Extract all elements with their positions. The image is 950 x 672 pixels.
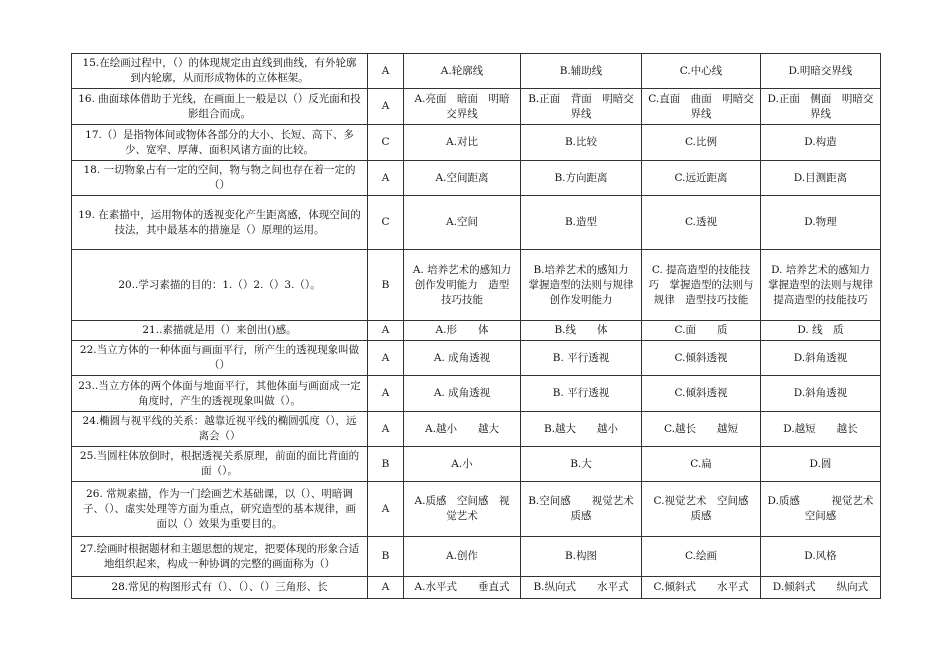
question-text: 20..学习素描的目的：1.（）2.（）3.（）。 bbox=[72, 250, 368, 321]
question-text: 17.（）是指物体间或物体各部分的大小、长短、高下、多少、宽窄、厚薄、面积风诸方面的比较。 bbox=[72, 125, 368, 161]
table-row bbox=[72, 89, 881, 125]
option-a: A. 成角透视 bbox=[404, 341, 521, 376]
answer-key: A bbox=[368, 376, 404, 412]
answer-key: B bbox=[368, 537, 404, 577]
option-c: C.越长 越短 bbox=[642, 412, 761, 447]
table-row bbox=[72, 196, 881, 250]
exam-sheet bbox=[71, 53, 895, 599]
option-a: A.轮廓线 bbox=[404, 54, 521, 89]
option-b: B. 平行透视 bbox=[521, 341, 642, 376]
option-c: C. 提高造型的技能技巧 掌握造型的法则与规律 造型技巧技能 bbox=[642, 250, 761, 321]
option-b: B.线 体 bbox=[521, 321, 642, 341]
table-row bbox=[72, 577, 881, 599]
option-a: A.空间距离 bbox=[404, 161, 521, 196]
answer-key: A bbox=[368, 482, 404, 537]
option-a: A. 成角透视 bbox=[404, 376, 521, 412]
table-row bbox=[72, 447, 881, 482]
option-d: D.风格 bbox=[761, 537, 881, 577]
option-c: C.透视 bbox=[642, 196, 761, 250]
option-a: A.小 bbox=[404, 447, 521, 482]
option-b: B. 平行透视 bbox=[521, 376, 642, 412]
option-c: C.倾斜透视 bbox=[642, 341, 761, 376]
question-text: 23..当立方体的两个体面与地面平行，其他体面与画面成一定角度时，产生的透视现象叫做（）。 bbox=[72, 376, 368, 412]
option-d: D.正面 侧面 明暗交界线 bbox=[761, 89, 881, 125]
option-d: D. 线 质 bbox=[761, 321, 881, 341]
option-d: D.明暗交界线 bbox=[761, 54, 881, 89]
option-b: B.纵向式 水平式 bbox=[521, 577, 642, 599]
option-a: A.亮面 暗面 明暗交界线 bbox=[404, 89, 521, 125]
option-a: A.创作 bbox=[404, 537, 521, 577]
option-a: A. 培养艺术的感知力 创作发明能力 造型技巧技能 bbox=[404, 250, 521, 321]
question-table-body bbox=[72, 54, 895, 599]
answer-key: B bbox=[368, 447, 404, 482]
table-row bbox=[72, 482, 881, 537]
option-b: B.培养艺术的感知力 掌握造型的法则与规律 创作发明能力 bbox=[521, 250, 642, 321]
option-d: D.斜角透视 bbox=[761, 376, 881, 412]
table-row bbox=[72, 54, 881, 89]
option-c: C.视觉艺术 空间感 质感 bbox=[642, 482, 761, 537]
option-b: B.方向距离 bbox=[521, 161, 642, 196]
question-text: 15.在绘画过程中，（）的体现规定由直线到曲线，有外轮廓到内轮廓，从而形成物体的立体框架。 bbox=[72, 54, 368, 89]
option-a: A.形 体 bbox=[404, 321, 521, 341]
question-text: 25.当圆柱体放倒时，根据透视关系原理，前面的面比背面的面（）。 bbox=[72, 447, 368, 482]
answer-key: A bbox=[368, 412, 404, 447]
table-row bbox=[72, 125, 881, 161]
option-d: D.构造 bbox=[761, 125, 881, 161]
option-b: B.正面 背面 明暗交界线 bbox=[521, 89, 642, 125]
table-row bbox=[72, 341, 881, 376]
option-b: B.大 bbox=[521, 447, 642, 482]
option-c: C.绘画 bbox=[642, 537, 761, 577]
question-table bbox=[71, 53, 895, 599]
table-row bbox=[72, 376, 881, 412]
option-a: A.越小 越大 bbox=[404, 412, 521, 447]
option-a: A.对比 bbox=[404, 125, 521, 161]
option-c: C.直面 曲面 明暗交界线 bbox=[642, 89, 761, 125]
question-text: 18. 一切物象占有一定的空间，物与物之间也存在着一定的（） bbox=[72, 161, 368, 196]
question-text: 26. 常规素描，作为一门绘画艺术基础课，以（）、明暗调子、（）、虚实处理等方面为重点，研究造型的基本规律，画面以（）效果为重要目的。 bbox=[72, 482, 368, 537]
option-d: D.倾斜式 纵向式 bbox=[761, 577, 881, 599]
answer-key: A bbox=[368, 341, 404, 376]
question-text: 22.当立方体的一种体面与画面平行，所产生的透视现象叫做（） bbox=[72, 341, 368, 376]
option-b: B.造型 bbox=[521, 196, 642, 250]
option-b: B.空间感 视觉艺术 质感 bbox=[521, 482, 642, 537]
option-b: B.越大 越小 bbox=[521, 412, 642, 447]
option-c: C.扁 bbox=[642, 447, 761, 482]
option-a: A.质感 空间感 视觉艺术 bbox=[404, 482, 521, 537]
question-text: 16. 曲面球体借助于光线，在画面上一般是以（）反光面和投影组合而成。 bbox=[72, 89, 368, 125]
table-row bbox=[72, 161, 881, 196]
question-text: 21..素描就是用（）来创出()感。 bbox=[72, 321, 368, 341]
question-text: 27.绘画时根据题材和主题思想的规定，把要体现的形象合适地组织起来，构成一种协调的完整的画面称为（） bbox=[72, 537, 368, 577]
option-c: C.倾斜式 水平式 bbox=[642, 577, 761, 599]
table-row bbox=[72, 321, 881, 341]
answer-key: A bbox=[368, 89, 404, 125]
option-c: C.倾斜透视 bbox=[642, 376, 761, 412]
option-a: A.水平式 垂直式 bbox=[404, 577, 521, 599]
answer-key: A bbox=[368, 54, 404, 89]
answer-key: A bbox=[368, 321, 404, 341]
option-c: C.远近距离 bbox=[642, 161, 761, 196]
option-a: A.空间 bbox=[404, 196, 521, 250]
option-c: C.中心线 bbox=[642, 54, 761, 89]
option-d: D. 培养艺术的感知力 掌握造型的法则与规律 提高造型的技能技巧 bbox=[761, 250, 881, 321]
option-d: D.越短 越长 bbox=[761, 412, 881, 447]
option-d: D.圆 bbox=[761, 447, 881, 482]
answer-key: A bbox=[368, 161, 404, 196]
option-b: B.构图 bbox=[521, 537, 642, 577]
question-text: 28.常见的构图形式有（）、（）、（）三角形、长 bbox=[72, 577, 368, 599]
answer-key: B bbox=[368, 250, 404, 321]
option-c: C.比例 bbox=[642, 125, 761, 161]
option-d: D.目测距离 bbox=[761, 161, 881, 196]
answer-key: C bbox=[368, 196, 404, 250]
question-text: 19. 在素描中，运用物体的透视变化产生距离感，体现空间的技法，其中最基本的措施是（）原理的运用。 bbox=[72, 196, 368, 250]
table-row bbox=[72, 250, 881, 321]
question-text: 24.椭圆与视平线的关系：越靠近视平线的椭圆弧度（），远离会（） bbox=[72, 412, 368, 447]
option-b: B.辅助线 bbox=[521, 54, 642, 89]
option-d: D.物理 bbox=[761, 196, 881, 250]
option-d: D.质感 视觉艺术 空间感 bbox=[761, 482, 881, 537]
answer-key: C bbox=[368, 125, 404, 161]
table-row bbox=[72, 537, 881, 577]
option-c: C.面 质 bbox=[642, 321, 761, 341]
option-b: B.比较 bbox=[521, 125, 642, 161]
answer-key: A bbox=[368, 577, 404, 599]
table-row bbox=[72, 412, 881, 447]
option-d: D.斜角透视 bbox=[761, 341, 881, 376]
